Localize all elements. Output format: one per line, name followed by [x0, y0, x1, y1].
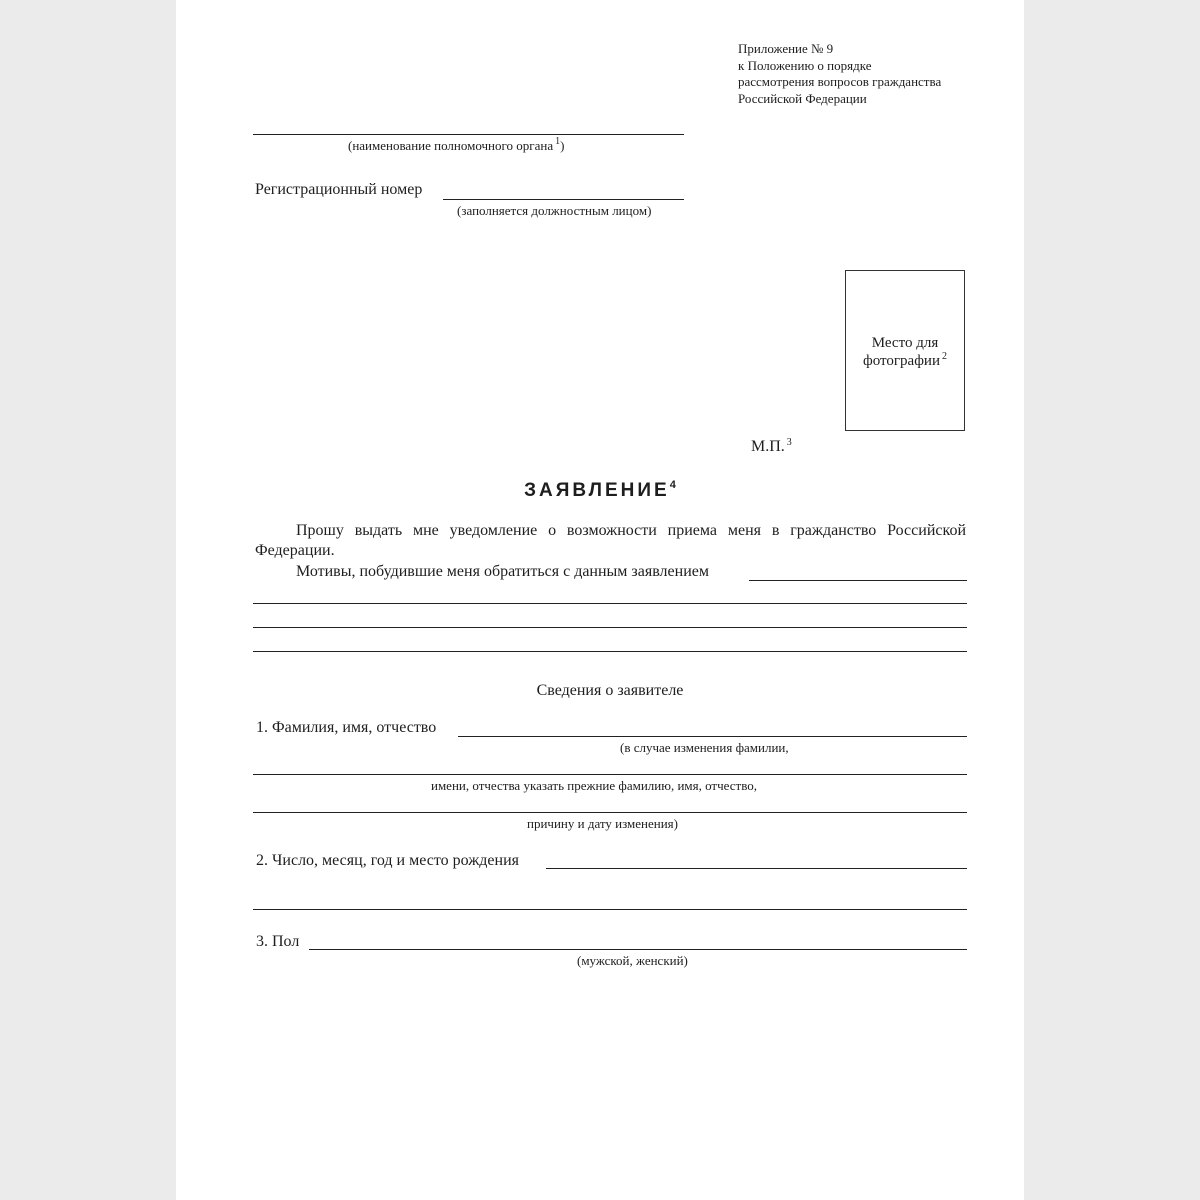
- birth-date-place-label: 2. Число, месяц, год и место рождения: [256, 852, 519, 869]
- registration-number-label: Регистрационный номер: [255, 181, 423, 198]
- birth-date-place-line-1[interactable]: [546, 868, 967, 869]
- registration-number-line[interactable]: [443, 199, 684, 200]
- photo-box[interactable]: [845, 270, 965, 431]
- authority-name-caption: (наименование полномочного органа $^1$): [348, 136, 565, 153]
- full-name-caption-3: причину и дату изменения): [527, 816, 678, 831]
- footnote-2: 2: [941, 351, 947, 362]
- sex-caption: (мужской, женский): [577, 953, 688, 968]
- document-page: [176, 0, 1024, 1200]
- motives-line-3[interactable]: [253, 627, 967, 628]
- name-change-reason-line[interactable]: [253, 812, 967, 813]
- appendix-line-1: Приложение № 9: [738, 41, 834, 56]
- applicant-section-title: Сведения о заявителе: [536, 682, 684, 699]
- motives-line-4[interactable]: [253, 651, 967, 652]
- full-name-caption-1: (в случае изменения фамилии,: [620, 740, 789, 755]
- stamp-mark: М.П. $^3$: [751, 437, 792, 455]
- authority-name-line[interactable]: [253, 134, 684, 135]
- footnote-1: 1: [555, 136, 561, 147]
- appendix-header: [738, 41, 941, 107]
- footnote-4: 4: [669, 479, 676, 491]
- request-paragraph: Прошу выдать мне уведомление о возможности приема меня в гражданство Российской Федерации.: [255, 522, 966, 559]
- birth-date-place-line-2[interactable]: [253, 909, 967, 910]
- document-title: ЗАЯВЛЕНИЕ$^4$: [524, 479, 676, 501]
- full-name-caption-2: имени, отчества указать прежние фамилию, имя, отчество,: [431, 778, 757, 793]
- appendix-line-4: Российской Федерации: [738, 90, 867, 106]
- appendix-line-2: к Положению о порядке: [738, 57, 872, 73]
- motives-label: Мотивы, побудившие меня обратиться с данным заявлением: [296, 563, 709, 580]
- full-name-line[interactable]: [458, 736, 967, 737]
- previous-name-line[interactable]: [253, 774, 967, 775]
- footnote-3: 3: [786, 437, 792, 448]
- motives-line-2[interactable]: [253, 603, 967, 604]
- appendix-line-3: рассмотрения вопросов гражданства: [738, 74, 942, 89]
- motives-line-1[interactable]: [749, 580, 967, 581]
- registration-number-caption: (заполняется должностным лицом): [457, 203, 652, 218]
- photo-label: Место для фотографии $^2$: [863, 335, 947, 369]
- full-name-label: 1. Фамилия, имя, отчество: [256, 719, 437, 736]
- sex-line[interactable]: [309, 949, 967, 950]
- sex-label: 3. Пол: [256, 933, 300, 950]
